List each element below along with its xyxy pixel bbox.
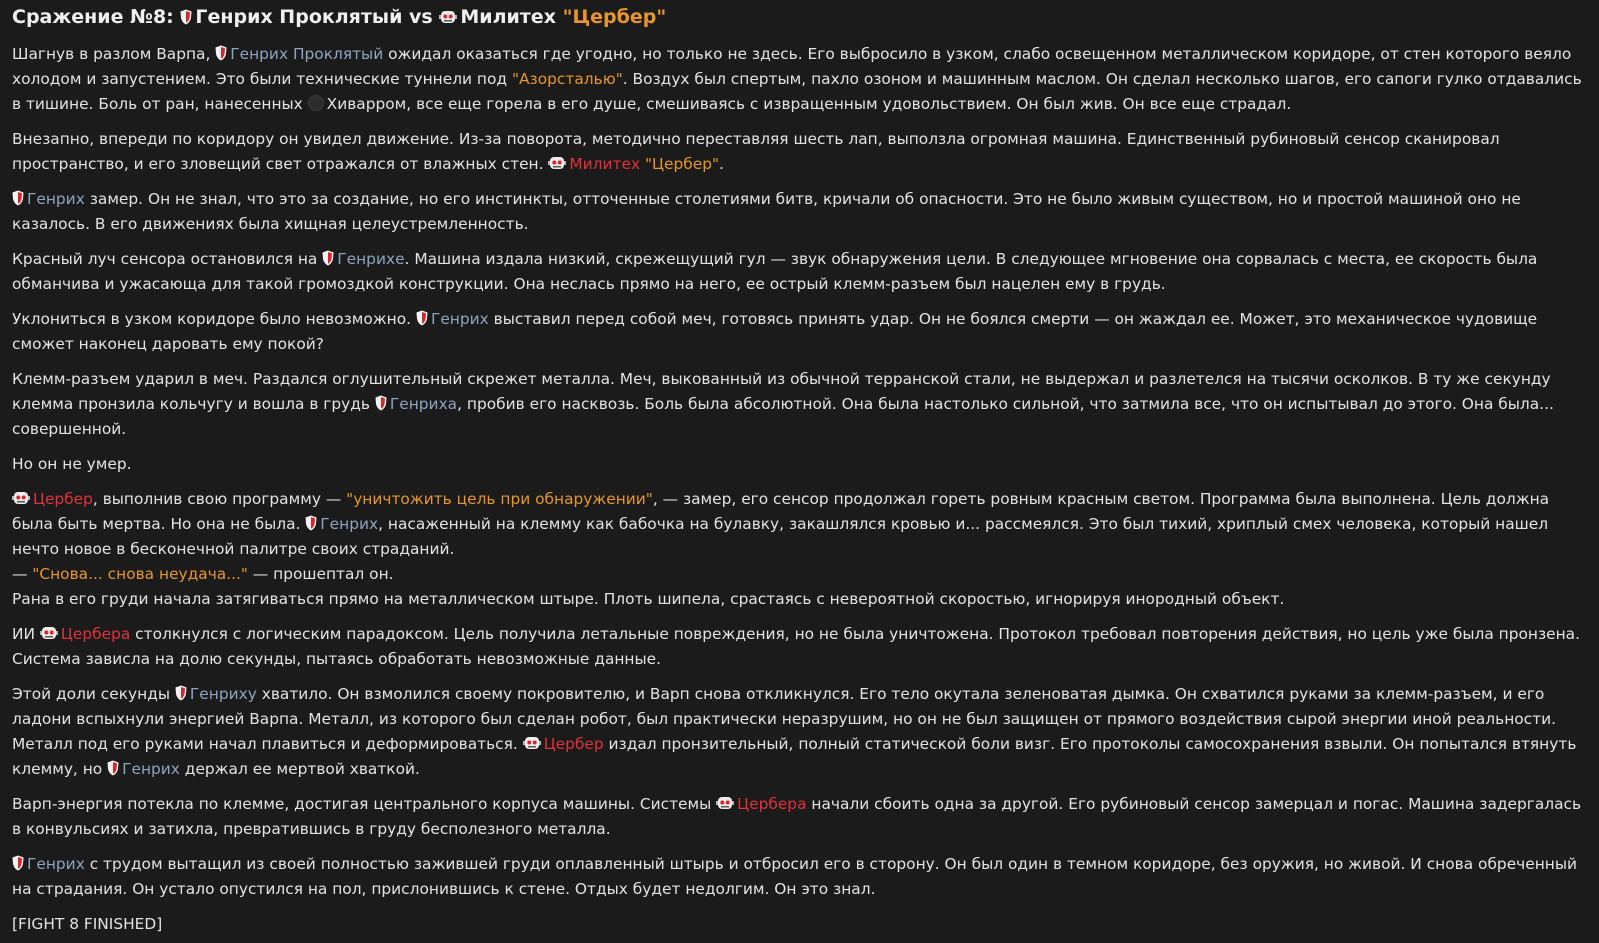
character-name: Генриху: [189, 685, 257, 703]
dark-circle-icon: [308, 95, 324, 111]
character-name: Цербера: [60, 625, 131, 643]
text-run: Шагнув в разлом Варпа,: [12, 45, 216, 63]
character-name: Генриха: [389, 395, 458, 413]
character-name: Генрих: [122, 760, 180, 778]
shield-icon: [175, 685, 187, 701]
text-run: Внезапно, впереди по коридору он увидел движение. Из-за поворота, методично переставляя шесть лап, выползла огромная машина. Единственный рубиновый сенсор сканировал пространство, и его зловещий свет отражался от влажных стен.: [12, 130, 1500, 173]
fighter1-name: Генрих Проклятый: [195, 6, 403, 28]
fight-status: [FIGHT 8 FINISHED]: [12, 915, 163, 933]
text-run: .: [719, 155, 724, 173]
robot-face-icon: [716, 795, 734, 811]
text-run: выставил перед собой меч, готовясь принять удар. Он не боялся смерти — он жаждал ее. Может, это механическое чудовище сможет наконец даровать ему покой?: [12, 310, 1538, 353]
paragraph: [12, 682, 1587, 782]
character-name: Генрихе: [337, 250, 405, 268]
paragraph: [12, 42, 1587, 117]
text-run: ИИ: [12, 625, 40, 643]
quote: "Цербер": [644, 155, 720, 173]
character-name: Генрих: [430, 310, 489, 328]
quote: "Азорсталью": [511, 70, 623, 88]
shield-icon: [107, 760, 119, 776]
paragraph: [12, 307, 1587, 357]
text-run: начали сбоить одна за другой. Его рубиновый сенсор замерцал и погас. Машина задергалась в конвульсиях и затихла, превратившись в груду бесполезного металла.: [12, 795, 1582, 838]
robot-face-icon: [40, 625, 58, 641]
text-run: Варп-энергия потекла по клемме, достигая центрального корпуса машины. Системы: [12, 795, 717, 813]
text-run: Этой доли секунды: [12, 685, 175, 703]
character-name: Цербера: [737, 795, 807, 813]
paragraph: [12, 562, 1587, 587]
paragraph: [12, 127, 1587, 177]
robot-face-icon: [12, 490, 30, 506]
robot-face-icon: [523, 735, 541, 751]
shield-icon: [416, 310, 428, 326]
text-run: Хиварром, все еще горела в его душе, смешиваясь с извращенным удовольствием. Он был жив. Он все еще страдал.: [326, 95, 1292, 113]
paragraph: [12, 622, 1587, 672]
paragraph: [12, 452, 1587, 477]
paragraph: [12, 367, 1587, 442]
text-run: ожидал оказаться где угодно, но только не здесь. Его выбросило в узком, слабо освещенном металлическом коридоре, от стен которого веяло холодом и запустением. Это были технические туннели под: [12, 45, 1572, 88]
text-run: — прошептал он.: [248, 565, 394, 583]
paragraph: [12, 792, 1587, 842]
character-name: Генрих: [320, 515, 379, 533]
character-name: Цербер: [543, 735, 604, 753]
paragraph: [12, 852, 1587, 902]
shield-icon: [12, 190, 24, 206]
text-run: замер. Он не знал, что это за создание, но его инстинкты, отточенные столетиями битв, кричали об опасности. Это не было живым существом, но и простой машиной оно не казалось. В его движениях была хищная целеустремленность.: [12, 190, 1521, 233]
quote: "Снова... снова неудача...": [32, 565, 248, 583]
character-name: Генрих: [27, 855, 85, 873]
quote: "уничтожить цель при обнаружении": [346, 490, 653, 508]
shield-icon: [215, 45, 227, 61]
fighter2-name: Милитех: [460, 6, 556, 28]
text-run: столкнулся с логическим парадоксом. Цель получила летальные повреждения, но не была уничтожена. Протокол требовал повторения действия, но цель уже была пронзена. Система зависла на долю секунды, пытаясь обработать невозможные данные.: [12, 625, 1580, 668]
text-run: —: [12, 565, 33, 583]
text-run: Рана в его груди начала затягиваться прямо на металлическом штыре. Плоть шипела, срастаясь с невероятной скоростью, игнорируя инородный объект.: [12, 590, 1285, 608]
text-run: держал ее мертвой хваткой.: [179, 760, 420, 778]
robot-face-icon: [439, 9, 457, 25]
shield-icon: [375, 395, 387, 411]
vs-label: vs: [409, 6, 433, 28]
text-run: Но он не умер.: [12, 455, 132, 473]
shield-icon: [180, 9, 192, 25]
shield-icon: [12, 855, 24, 871]
shield-icon: [322, 250, 334, 266]
fight-title-prefix: Сражение №8:: [12, 6, 174, 28]
fight-title: [12, 4, 1587, 30]
paragraph: [12, 247, 1587, 297]
text-run: , выполнив свою программу —: [92, 490, 347, 508]
text-run: , пробив его насквозь. Боль была абсолютной. Она была настолько сильной, что затмила все, что он испытывал до этого. Она была... совершенной.: [12, 395, 1554, 438]
text-run: Красный луч сенсора остановился на: [12, 250, 323, 268]
character-name: Милитех: [569, 155, 641, 173]
character-name: Генрих Проклятый: [230, 45, 384, 63]
character-name: Генрих: [27, 190, 85, 208]
text-run: издал пронзительный, полный статической боли визг. Его протоколы самосохранения взвыли. Он попытался втянуть клемму, но: [12, 735, 1577, 778]
text-run: хватило. Он взмолился своему покровителю, и Варп снова откликнулся. Его тело окутала зеленоватая дымка. Он схватился руками за клемм-разъем, и его ладони вспыхнули энергией Варпа. Металл, из которого был сделан робот, был практически неразрушим, но он не был защищен от прямого воздействия сырой энергии иной реальности. Металл под его руками начал плавиться и деформироваться.: [12, 685, 1557, 753]
paragraph: [12, 487, 1587, 562]
text-run: Уклониться в узком коридоре было невозможно.: [12, 310, 416, 328]
text-run: , — замер, его сенсор продолжал гореть ровным красным светом. Программа была выполнена. Цель должна была быть мертва. Но она не была.: [12, 490, 1550, 533]
paragraph: [12, 187, 1587, 237]
text-run: , насаженный на клемму как бабочка на булавку, закашлялся кровью и... рассмеялся. Это был тихий, хриплый смех человека, который нашел нечто новое в бесконечной палитре своих страданий.: [12, 515, 1549, 558]
text-run: . Воздух был спертым, пахло озоном и машинным маслом. Он сделал несколько шагов, его сапоги гулко отдавались в тишине. Боль от ран, нанесенных: [12, 70, 1582, 113]
paragraph: [12, 587, 1587, 612]
text-run: Клемм-разъем ударил в меч. Раздался оглушительный скрежет металла. Меч, выкованный из обычной терранской стали, не выдержал и разлетелся на тысячи осколков. В ту же секунду клемма пронзила кольчугу и вошла в грудь: [12, 370, 1551, 413]
text-run: с трудом вытащил из своей полностью зажившей груди оплавленный штырь и отбросил его в сторону. Он был один в темном коридоре, без оружия, но живой. И снова обреченный на страдания. Он устало опустился на пол, прислонившись к стене. Отдых будет недолгим. Он это знал.: [12, 855, 1578, 898]
character-name: Цербер: [33, 490, 93, 508]
robot-face-icon: [548, 155, 566, 171]
shield-icon: [305, 515, 317, 531]
fighter2-alias: "Цербер": [562, 6, 667, 28]
text-run: . Машина издала низкий, скрежещущий гул — звук обнаружения цели. В следующее мгновение она сорвалась с места, ее скорость была обманчива и ужасающа для такой громоздкой конструкции. Она неслась прямо на него, ее острый клемм-разъем был нацелен ему в грудь.: [12, 250, 1538, 293]
